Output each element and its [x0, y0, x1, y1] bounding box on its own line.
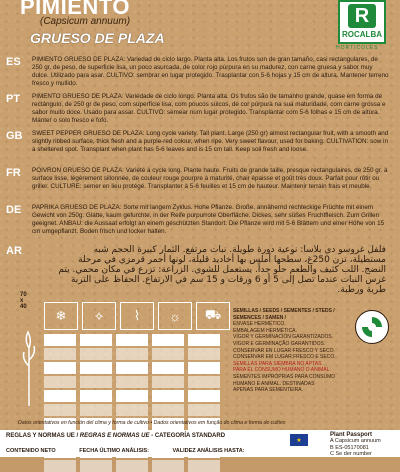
calendar-cell: [152, 334, 184, 346]
lang-description: SWEET PEPPER GRUESO DE PLAZA: Long cycle variety. Tall plant. Large (250 gr) almost rectangular fruit, with a smooth and slightly ribbed surface, thick flesh and a purple-red colour, when ripe. Very sweet flavour, used for baking. CULTIVATION: sow in a sheltered spot. Transplant when plant has 5-6 leaves and is 15 cm tall. Keep soil fresh and loose.: [32, 130, 389, 153]
lang-description: فلفل غروسو دي بلاسا: نوعية دورة طويلة. نبات مرتفع. الثمار كبيرة الحجم شبه مستطيلة، تزن 250غ، سطحها أملس بها أخاديد قليلة، لونها أحمر قرمزي في مرحلة النضج. اللب كثيف والطعم حلو جداً. يستعمل للشوي. الزراعة: تزرع في مكان محمي. يتم غرس النبات عندما تصل إلى 5 أو 6 ورقات و 15 سم في الارتفاع. الحفاظ على التربة طرية ورطبة.: [58, 245, 386, 295]
lang-description: PAPRIKA GRUESO DE PLAZA: Sorte mit langem Zyklus. Hohe Pflanze. Große, annähernd rechteckige Früchte mit einem Gewicht von 250g. Glatte, kaum gefurchte, in der Reife purpurrote Oberfläche. Dickes, sehr süßes Fruchtfleisch. Zum Grillen geeignet. ANBAU: die Aussaat erfolgt an einem geschützten Standort. Die Pflanze wird mit 5-6 Blättern und einer Höhe von 15 cm umgepflanzt. Boden frisch und locker halten.: [32, 204, 385, 235]
lang-code: GB: [6, 130, 23, 142]
seeds-info-panel: [233, 308, 353, 394]
seeds-line: PARA EL CONSUMO HUMANO O ANIMAL.: [233, 367, 331, 374]
sun-icon: ☼: [158, 302, 192, 330]
lang-code: PT: [6, 93, 21, 105]
lang-code: ES: [6, 56, 21, 68]
calendar-cell: [116, 390, 148, 402]
calendar-cell: [44, 376, 76, 388]
calendar-cell: [80, 460, 112, 472]
eu-rules-line: [6, 433, 225, 439]
calendar-cell: [188, 334, 220, 346]
calendar-cell: [188, 460, 220, 472]
calendar-cell: [44, 362, 76, 374]
calendar-cell: [152, 362, 184, 374]
calendar-cell: [44, 390, 76, 402]
seeds-line: HUMANO E ANIMAL. DESTINADAS: [233, 380, 315, 387]
passport-line-c: C Se der number: [330, 451, 372, 458]
passport-line-a: A Capsicum annuum: [330, 438, 381, 445]
regulatory-footer: [0, 430, 400, 457]
variety-name: GRUESO DE PLAZA: [30, 30, 165, 46]
lang-code: FR: [6, 167, 21, 179]
calendar-cell: [152, 460, 184, 472]
last-analysis-label: FECHA ÚLTIMO ANÁLISIS:: [79, 448, 150, 454]
passport-line-b: B ES-05170081: [330, 444, 369, 451]
category-label: - CATEGORÍA STANDARD: [151, 433, 226, 439]
seeds-line: CONSERVAR EM LUGAR FRESCO E SECO.: [233, 354, 336, 361]
disclaimer-text: Datos orientativos en función del clima y forma de cultivo • Dados orientativos em função do clima e forma de cultivo: [18, 420, 286, 426]
plant-silhouette-icon: [20, 326, 38, 406]
product-title: PIMIENTO: [20, 0, 130, 19]
seeds-line: VIGOR E GERMINAÇÃO GARANTIDOS.: [233, 340, 326, 347]
rules-label: REGLAS Y NORMAS UE /: [6, 433, 79, 439]
eu-flag-icon: ★: [290, 434, 308, 446]
calendar-cell: [80, 404, 112, 416]
seeds-line: EMBALAGEM HERMÉTICA.: [233, 327, 297, 334]
calendar-cell: [116, 376, 148, 388]
validity-label: VALIDEZ ANÁLISIS HASTA:: [172, 448, 245, 454]
calendar-cell: [116, 362, 148, 374]
logo-name: ROCALBA: [342, 30, 382, 39]
calendar-cell: [80, 362, 112, 374]
wheelbarrow-icon: ⛟: [196, 302, 230, 330]
calendar-cell: [44, 334, 76, 346]
calendar-cell: [188, 362, 220, 374]
calendar-cell: [44, 460, 76, 472]
calendar-cell: [152, 390, 184, 402]
plant-passport: [330, 432, 381, 458]
calendar-cell: [80, 376, 112, 388]
rocalba-logo: [338, 0, 386, 44]
lang-code: DE: [6, 204, 22, 216]
lang-code: AR: [6, 245, 22, 257]
rules-label-italic: REGRAS E NORMAS UE: [79, 433, 150, 439]
calendar-cell: [152, 376, 184, 388]
calendar-cell: [188, 404, 220, 416]
analysis-row: [6, 448, 267, 454]
logo-mark: R: [348, 4, 376, 28]
seeds-line: SEMENTES IMPRÓPRIAS PARA CONSUMO: [233, 373, 336, 380]
lang-description: PIMENTO GRUESO DE PLAZA: Variedade de ciclo longo. Planta alta. Os frutos são de tamanho grande, quase em forma de rectângulo, de 250 gr de peso, com superfície lisa, com poucos sulcos, de cor púrpura na sua maturidade, com carne grossa e sabor muito doce. Usado para assar. CULTIVO: semear num lugar protegido. Transplantar com 5-6 folhas e 15 cm de altura. Manter o solo fresco e fofo.: [32, 93, 386, 124]
calendar-cell: [116, 334, 148, 346]
calendar-cell: [80, 334, 112, 346]
seeds-line: ENVASE HERMÉTICO.: [233, 321, 286, 328]
lang-description: PIMIENTO GRUESO DE PLAZA: Variedad de ciclo largo. Planta alta. Los frutos son de gran tamaño, casi rectangulares, de 250 gr. de peso, de superficie lisa, un poco asurcada, de color rojo púrpura en su madurez, con carne gruesa y sabor muy dulce. Utilizado para asar. CULTIVO: sembrar en lugar protegido. Trasplantar con 5-6 hojas y 15 cm de altura. Mantener terreno fresco y mullido.: [32, 56, 389, 87]
calendar-cell: [44, 348, 76, 360]
plant-spacing-label: 70 x 40: [20, 292, 27, 310]
calendar-cell: [188, 348, 220, 360]
seeds-line: SEMILLAS PARA SIEMBRA NO APTAS: [233, 360, 322, 367]
sprout-icon: ⟡: [82, 302, 116, 330]
calendar-icons: [44, 302, 230, 330]
passport-title: Plant Passport: [330, 432, 373, 438]
green-dot-recycle-icon: [355, 310, 389, 344]
net-contents-label: CONTENIDO NETO: [6, 448, 56, 454]
seeds-line: VIGOR Y GERMINACIÓN GARANTIZADOS.: [233, 334, 334, 341]
seeds-line: CONSERVAR EN LUGAR FRESCO Y SECO.: [233, 347, 335, 354]
seeds-heading: SEMILLAS / SEEDS / SEMENTES / STEDS / SEMENCES / SAMEN /: [233, 308, 335, 321]
calendar-cell: [116, 460, 148, 472]
calendar-cell: [116, 404, 148, 416]
calendar-cell: [80, 390, 112, 402]
latin-name: (Capsicum annuum): [40, 16, 131, 27]
seeds-line: APENAS PARA SEMENTEIRA.: [233, 387, 303, 394]
logo-subtitle: HORTICOLES: [336, 45, 379, 51]
snowflake-icon: ❄: [44, 302, 78, 330]
calendar-cell: [152, 404, 184, 416]
calendar-cell: [152, 348, 184, 360]
calendar-cell: [80, 348, 112, 360]
seedling-icon: ⌇: [120, 302, 154, 330]
calendar-cell: [188, 390, 220, 402]
calendar-cell: [116, 348, 148, 360]
lang-description: POIVRON GRUESO DE PLAZA: Variété à cycle long. Plante haute. Fruits de grande taille, presque rectangulaires, de 250 gr. à surface lisse, légèrement sillonnée, de couleur rouge pourpre à maturité, chair épaisse et goût très doux. Parfait pour rôtir ou griller. CULTURE: semer en lieu protégé. Transplanter à 5-6 feuilles et 15 cm de hauteur. Maintenir terrain frais et meuble.: [32, 167, 388, 190]
calendar-cell: [188, 376, 220, 388]
calendar-cell: [44, 404, 76, 416]
